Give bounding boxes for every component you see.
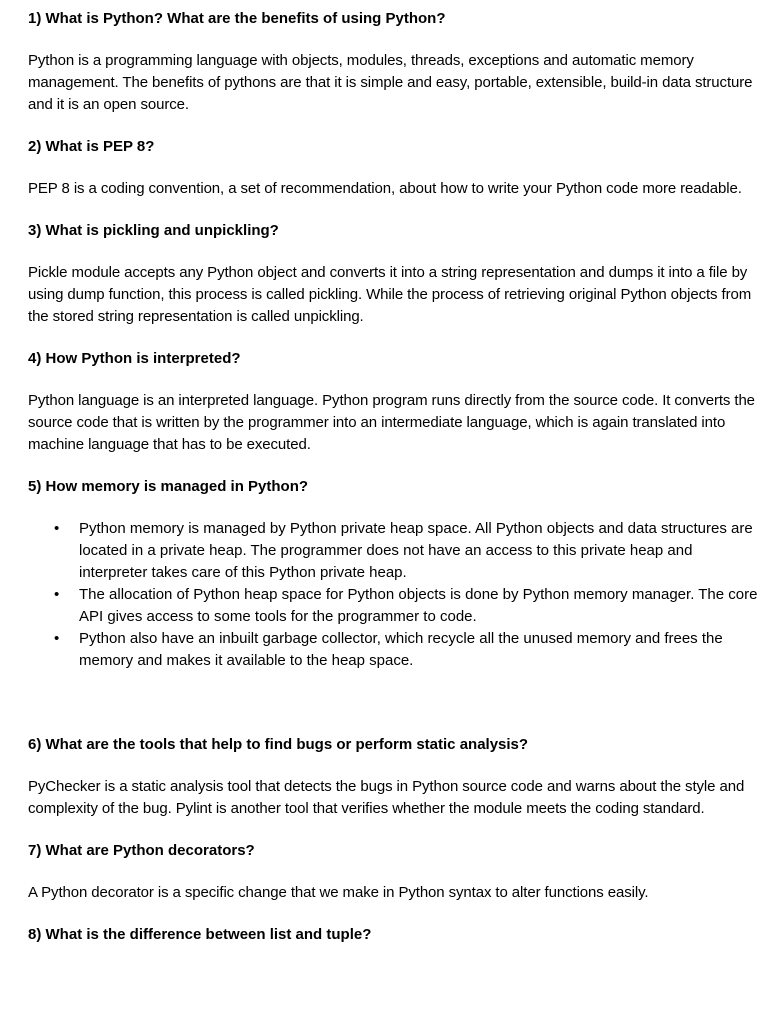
bullet-text: The allocation of Python heap space for Python objects is done by Python memory manager. The core API gives access to some tools for the programmer to code. xyxy=(79,586,758,625)
bullet-item xyxy=(28,518,763,584)
bullet-icon: • xyxy=(54,586,60,603)
question-3-heading: 3) What is pickling and unpickling? xyxy=(28,222,279,239)
answer-6-paragraph: PyChecker is a static analysis tool that detects the bugs in Python source code and warns about the style and complexity of the bug. Pylint is another tool that verifies whether the module meets the coding standard. xyxy=(28,778,745,817)
bullet-text: Python also have an inbuilt garbage collector, which recycle all the unused memory and frees the memory and makes it available to the heap space. xyxy=(79,630,723,669)
question-1-heading: 1) What is Python? What are the benefits of using Python? xyxy=(28,10,446,27)
answer-1-paragraph: Python is a programming language with objects, modules, threads, exceptions and automatic memory management. The benefits of pythons are that it is simple and easy, portable, extensible, build-in data structure and it is an open source. xyxy=(28,52,753,113)
bullet-text: Python memory is managed by Python private heap space. All Python objects and data structures are located in a private heap. The programmer does not have an access to this private heap and interpreter takes care of this Python private heap. xyxy=(79,520,753,581)
bullet-icon: • xyxy=(54,630,60,647)
question-2-heading: 2) What is PEP 8? xyxy=(28,138,155,155)
document-page xyxy=(28,8,763,946)
question-6-heading: 6) What are the tools that help to find bugs or perform static analysis? xyxy=(28,736,529,753)
answer-7-paragraph: A Python decorator is a specific change that we make in Python syntax to alter functions easily. xyxy=(28,884,649,901)
bullet-item xyxy=(28,584,763,628)
answer-2-paragraph: PEP 8 is a coding convention, a set of recommendation, about how to write your Python code more readable. xyxy=(28,180,742,197)
bullet-icon: • xyxy=(54,520,60,537)
answer-4-paragraph: Python language is an interpreted language. Python program runs directly from the source code. It converts the source code that is written by the programmer into an intermediate language, which is again translated into machine language that has to be executed. xyxy=(28,392,755,453)
answer-5-bullet-list xyxy=(28,518,763,672)
answer-3-paragraph: Pickle module accepts any Python object and converts it into a string representation and dumps it into a file by using dump function, this process is called pickling. While the process of retrieving original Python objects from the stored string representation is called unpickling. xyxy=(28,264,752,325)
question-8-heading: 8) What is the difference between list and tuple? xyxy=(28,926,372,943)
question-5-heading: 5) How memory is managed in Python? xyxy=(28,478,309,495)
question-4-heading: 4) How Python is interpreted? xyxy=(28,350,241,367)
bullet-item xyxy=(28,628,763,672)
question-7-heading: 7) What are Python decorators? xyxy=(28,842,255,859)
